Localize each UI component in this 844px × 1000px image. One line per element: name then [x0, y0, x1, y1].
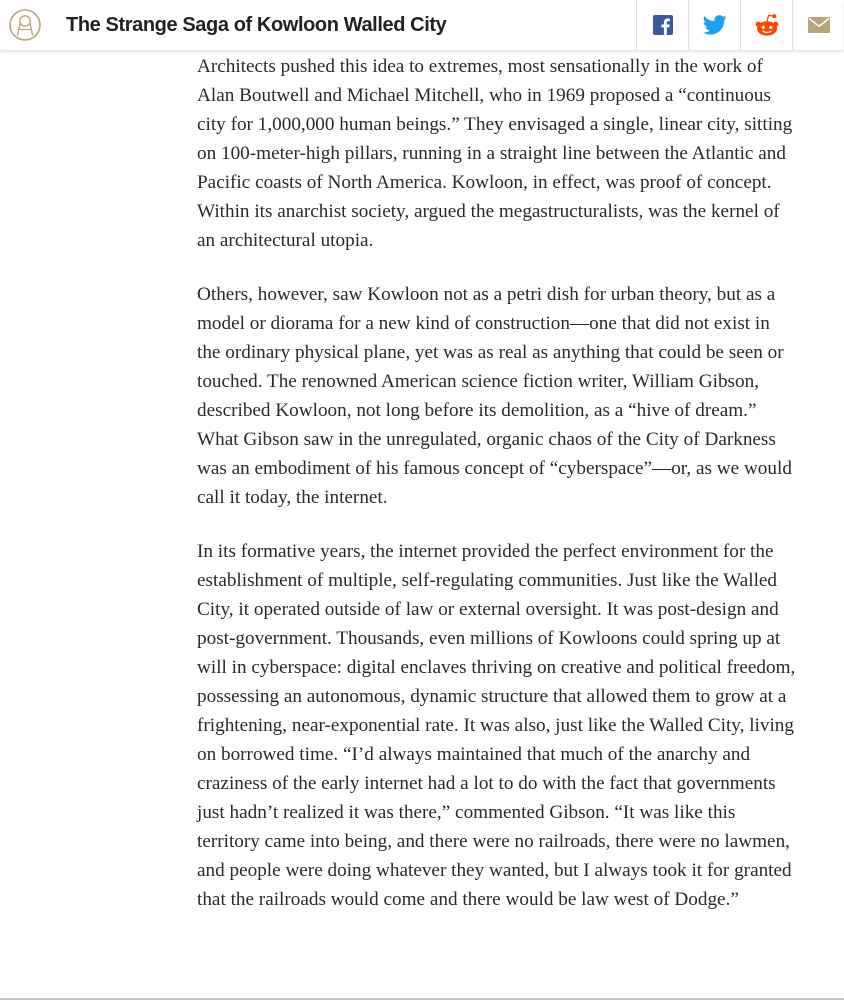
article-paragraph: Architects pushed this idea to extremes, most sensationally in the work of Alan Boutwell and Michael Mitchell, who in 1969 proposed a “continuous city for 1,000,000 human beings.” They envisaged a single, linear city, sitting on 100-meter-high pillars, running in a straight line between the Atlantic and Pacific coasts of North America. Kowloon, in effect, was proof of concept. Within its anarchist society, argued the megastructuralists, was the kernel of an architectural utopia. — [197, 56, 793, 251]
article-paragraph: Others, however, saw Kowloon not as a petri dish for urban theory, but as a model or diorama for a new kind of construction—one that did not exist in the ordinary physical plane, yet was as real as anything that could be seen or touched. The renowned American science fiction writer, William Gibson, described Kowloon, not long before its demolition, as a “hive of dream.” What Gibson saw in the unregulated, organic chaos of the City of Darkness was an embodiment of his famous concept of “cyberspace”—or, as we would call it today, the internet. — [197, 284, 792, 508]
facebook-share-button[interactable] — [636, 0, 688, 50]
email-share-button[interactable] — [792, 0, 844, 50]
facebook-icon — [653, 15, 673, 35]
reddit-icon — [754, 13, 780, 37]
article-title: The Strange Saga of Kowloon Walled City — [66, 14, 447, 36]
twitter-icon — [703, 15, 727, 35]
reddit-share-button[interactable] — [740, 0, 792, 50]
sticky-header — [0, 0, 843, 51]
article-paragraph: In its formative years, the internet provided the perfect environment for the establishment of multiple, self-regulating communities. Just like the Walled City, it operated outside of law or external oversight. It was post-design and post-government. Thousands, even millions of Kowloons could spring up at will in cyberspace: digital enclaves thriving on creative and political freedom, possessing an autonomous, dynamic structure that allowed them to grow at a frightening, near-exponential rate. It was also, just like the Walled City, living on borrowed time. “I’d always maintained that much of the anarchy and craziness of the early internet had a lot to do with the fact that governments just hadn’t realized it was there,” commented Gibson. “It was like this territory came into being, and there were no railroads, there were no lawmen, and people were doing whatever they wanted, but I always took it for granted that the railroads would come and there would be law west of Dodge.” — [197, 541, 796, 910]
email-icon — [808, 17, 830, 33]
atlas-obscura-logo-icon[interactable] — [8, 8, 42, 42]
twitter-share-button[interactable] — [688, 0, 740, 50]
article-body — [197, 52, 797, 939]
